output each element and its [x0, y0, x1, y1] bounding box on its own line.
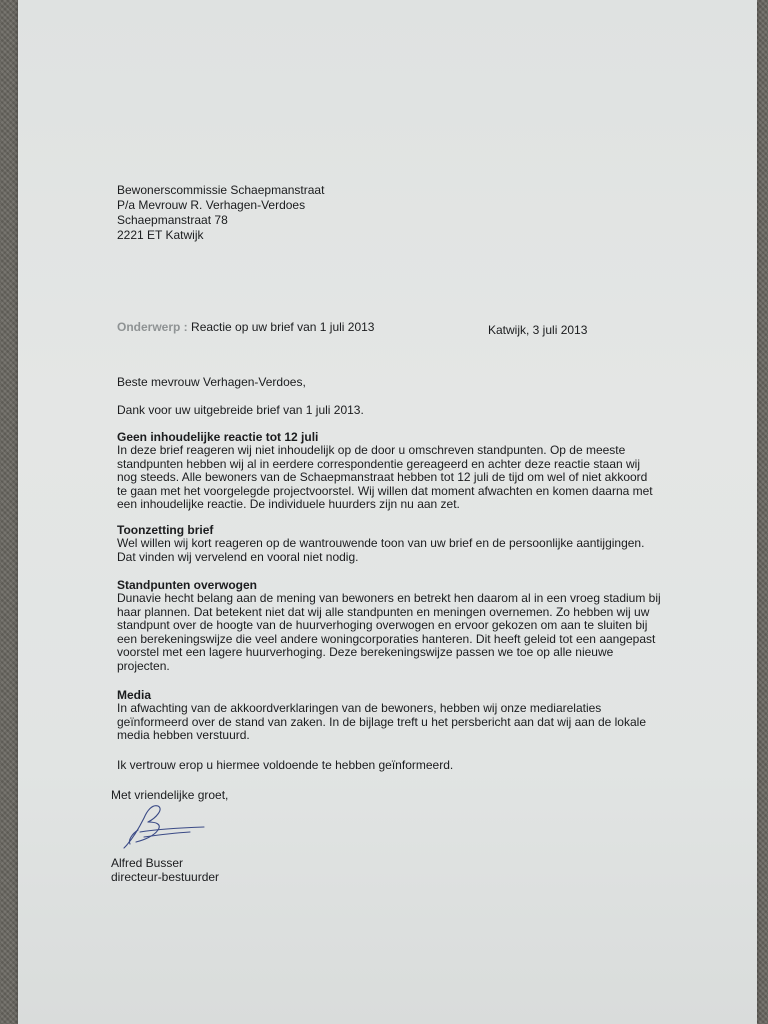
signer-name: Alfred Busser	[111, 856, 184, 870]
section-heading: Toonzetting brief	[117, 523, 214, 537]
signer-block	[111, 856, 219, 884]
closing-line: Ik vertrouw erop u hiermee voldoende te hebben geïnformeerd.	[117, 758, 454, 772]
body-line: Wel willen wij kort reageren op de wantrouwende toon van uw brief en de persoonlijke aantijgingen.	[117, 536, 645, 550]
subject-label: Onderwerp :	[117, 320, 188, 334]
body-line: Dunavie hecht belang aan de mening van bewoners en betrekt hen daarom al in een vroeg stadium bij	[117, 591, 661, 605]
section-tone	[117, 523, 644, 564]
section-heading: Geen inhoudelijke reactie tot 12 juli	[117, 430, 319, 444]
body-line: geïnformeerd over de stand van zaken. In de bijlage treft u het persbericht aan dat wij aan de lokale	[117, 714, 646, 729]
salutation: Beste mevrouw Verhagen-Verdoes,	[117, 375, 306, 389]
sender-line: Schaepmanstraat 78	[117, 213, 228, 227]
body-line: projecten.	[117, 658, 170, 673]
greeting: Met vriendelijke groet,	[111, 788, 229, 802]
body-line: haar plannen. Dat betekent niet dat wij alle standpunten en meningen overnemen. Zo hebben wij uw	[117, 604, 650, 619]
sender-line: 2221 ET Katwijk	[117, 228, 204, 242]
body-line: standpunt over de hoogte van de huurverhoging overwogen en ervoor gekozen om aan te sluiten bij	[117, 618, 648, 632]
letter-date: Katwijk, 3 juli 2013	[488, 323, 588, 337]
subject-line	[117, 320, 374, 334]
signer-title: directeur-bestuurder	[111, 870, 220, 884]
body-line: In deze brief reageren wij niet inhoudelijk op de door u omschreven standpunten. Op de meeste	[117, 443, 626, 457]
subject-text: Reactie op uw brief van 1 juli 2013	[191, 320, 375, 334]
sender-line: P/a Mevrouw R. Verhagen-Verdoes	[117, 198, 306, 212]
signature-icon	[118, 800, 213, 855]
sender-address	[117, 183, 324, 243]
section-heading: Standpunten overwogen	[117, 578, 258, 592]
body-line: Dat vinden wij vervelend en vooral niet nodig.	[117, 549, 359, 564]
body-line: media hebben verstuurd.	[117, 728, 250, 742]
body-line: voorstel met een lagere huurverhoging. Deze berekeningswijze passen we toe op alle nieuwe	[117, 645, 614, 659]
thanks-line: Dank voor uw uitgebreide brief van 1 juli 2013.	[117, 403, 364, 417]
sender-line: Bewonerscommissie Schaepmanstraat	[117, 183, 325, 197]
section-media	[117, 688, 646, 743]
section-viewpoints	[117, 578, 661, 673]
section-heading: Media	[117, 688, 152, 702]
body-line: In afwachting van de akkoordverklaringen van de bewoners, hebben wij onze mediarelaties	[117, 701, 602, 715]
body-line: een berekeningswijze die veel andere woningcorporaties hanteren. Dit heeft geleid tot een aangepast	[117, 631, 656, 646]
body-line: standpunten hebben wij al in eerdere correspondentie gereageerd en achter deze reactie staan wij	[117, 456, 641, 471]
section-no-substantive-reaction	[117, 430, 653, 512]
body-line: een inhoudelijke reactie. De individuele huurders zijn nu aan zet.	[117, 497, 460, 511]
body-line: te gaan met het voorgelegde projectvoorstel. Wij willen dat moment afwachten en komen daarna met	[117, 483, 653, 498]
body-line: nog steeds. Alle bewoners van de Schaepmanstraat hebben tot 12 juli de tijd om wel of niet akkoord	[117, 470, 648, 484]
